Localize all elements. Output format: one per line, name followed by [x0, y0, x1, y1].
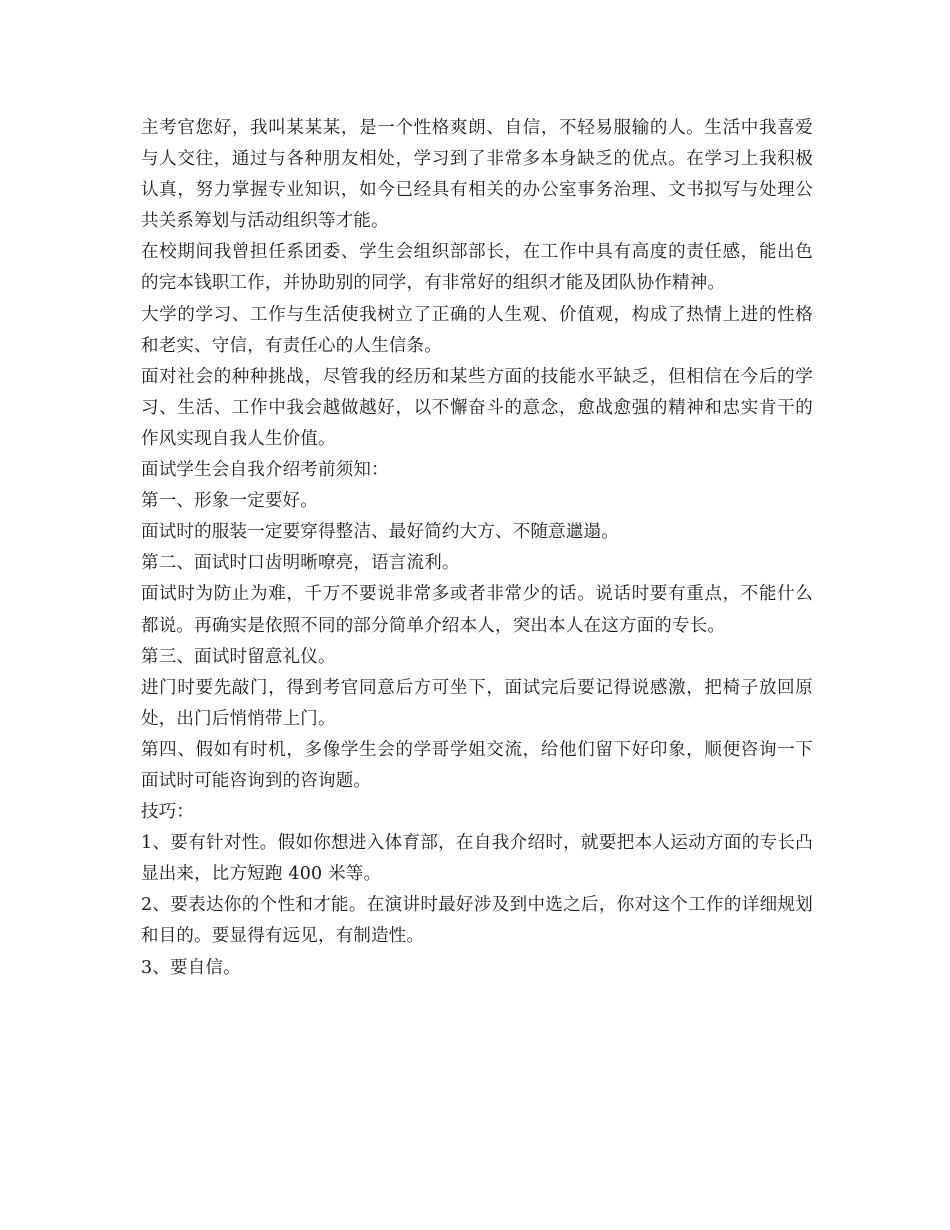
paragraph-point-3: 第三、面试时留意礼仪。 [141, 646, 336, 667]
paragraph-notes-heading: 面试学生会自我介绍考前须知： [141, 460, 389, 481]
paragraph-point-1: 第一、形象一定要好。 [141, 491, 318, 512]
paragraph-tip-3: 3、要自信。 [141, 957, 241, 978]
paragraph-values: 大学的学习、工作与生活使我树立了正确的人生观、价值观，构成了热情上进的性格和老实、守信，有责任心的人生信条。 [141, 304, 813, 356]
paragraph-tip-2: 2、要表达你的个性和才能。在演讲时最好涉及到中选之后，你对这个工作的详细规划和目的。要显得有远见，有制造性。 [141, 895, 813, 947]
paragraph-tips-heading: 技巧： [141, 802, 195, 823]
paragraph-point-4: 第四、假如有时机，多像学生会的学哥学姐交流，给他们留下好印象，顺便咨询一下面试时可能咨询到的咨询题。 [141, 739, 813, 791]
paragraph-school-experience: 在校期间我曾担任系团委、学生会组织部部长，在工作中具有高度的责任感，能出色的完本钱职工作，并协助别的同学，有非常好的组织才能及团队协作精神。 [141, 242, 813, 294]
paragraph-point-3-detail: 进门时要先敲门，得到考官同意后方可坐下，面试完后要记得说感激，把椅子放回原处，出门后悄悄带上门。 [141, 677, 813, 729]
paragraph-challenges: 面对社会的种种挑战，尽管我的经历和某些方面的技能水平缺乏，但相信在今后的学习、生活、工作中我会越做越好，以不懈奋斗的意念，愈战愈强的精神和忠实肯干的作风实现自我人生价值。 [141, 366, 813, 449]
paragraph-tip-1: 1、要有针对性。假如你想进入体育部，在自我介绍时，就要把本人运动方面的专长凸显出来，比方短跑 400 米等。 [141, 833, 813, 885]
paragraph-point-1-detail: 面试时的服装一定要穿得整洁、最好简约大方、不随意邋遢。 [141, 522, 619, 543]
document-body [141, 113, 813, 984]
paragraph-intro: 主考官您好，我叫某某某，是一个性格爽朗、自信，不轻易服输的人。生活中我喜爱与人交往，通过与各种朋友相处，学习到了非常多本身缺乏的优点。在学习上我积极认真，努力掌握专业知识，如今已经具有相关的办公室事务治理、文书拟写与处理公共关系筹划与活动组织等才能。 [141, 118, 813, 232]
paragraph-point-2-detail: 面试时为防止为难，千万不要说非常多或者非常少的话。说话时要有重点，不能什么都说。再确实是依照不同的部分简单介绍本人，突出本人在这方面的专长。 [141, 584, 813, 636]
paragraph-point-2: 第二、面试时口齿明晰嘹亮，语言流利。 [141, 553, 460, 574]
